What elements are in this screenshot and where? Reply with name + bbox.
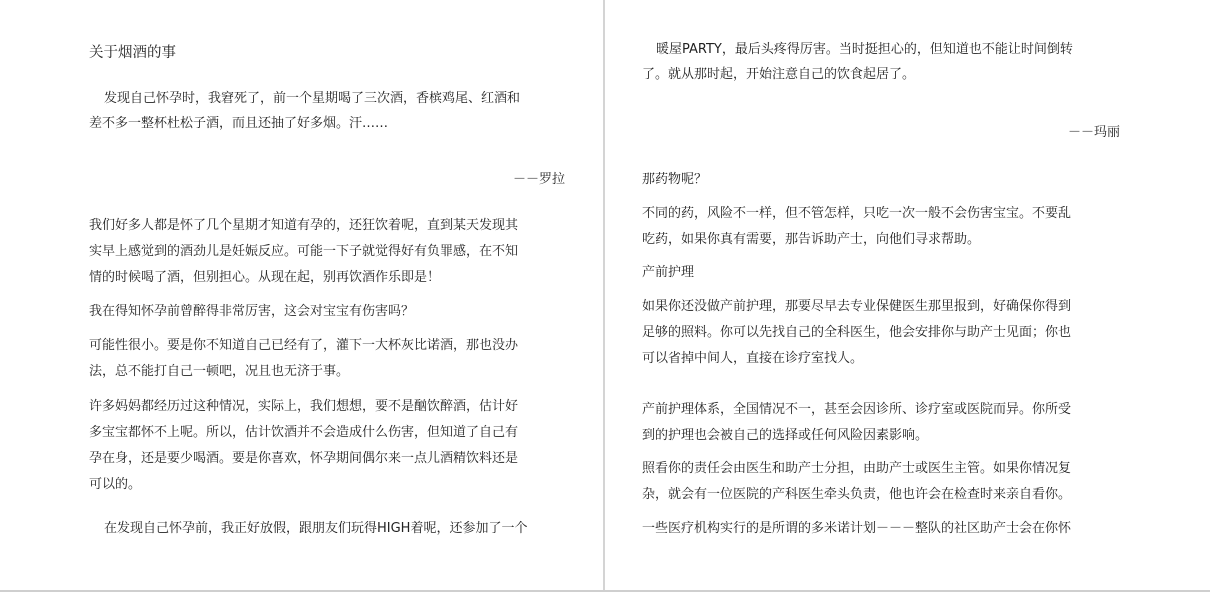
paragraph-line: 可以的。 (89, 477, 142, 492)
quote-line: 发现自己怀孕时，我窘死了，前一个星期喝了三次酒，香槟鸡尾、红酒和 (104, 91, 521, 106)
paragraph-line: 孕在身，还是要少喝酒。要是你喜欢，怀孕期间偶尔来一点儿酒精饮料还是 (89, 451, 519, 466)
quote-line: 在发现自己怀孕前，我正好放假，跟朋友们玩得HIGH着呢，还参加了一个 (104, 521, 528, 536)
section-heading: 产前护理 (642, 265, 695, 280)
paragraph-line: 杂，就会有一位医院的产科医生牵头负责，他也许会在检查时来亲自看你。 (642, 487, 1072, 502)
quote-signature: －－罗拉 (512, 172, 565, 187)
left-page (0, 0, 603, 592)
question-heading: 那药物呢？ (642, 172, 708, 187)
right-page (605, 0, 1210, 592)
paragraph-line: 如果你还没做产前护理，那要尽早去专业保健医生那里报到，好确保你得到 (642, 299, 1072, 314)
quote-signature: －－玛丽 (1067, 125, 1120, 140)
paragraph-line: 产前护理体系，全国情况不一，甚至会因诊所、诊疗室或医院而异。你所受 (642, 402, 1072, 417)
paragraph-line: 一些医疗机构实行的是所谓的多米诺计划－－－整队的社区助产士会在你怀 (642, 521, 1072, 536)
paragraph-line: 吃药，如果你真有需要，那告诉助产士，向他们寻求帮助。 (642, 232, 981, 247)
question-heading: 我在得知怀孕前曾醉得非常厉害，这会对宝宝有伤害吗？ (89, 304, 415, 319)
quote-line: 了。就从那时起，开始注意自己的饮食起居了。 (642, 67, 916, 82)
paragraph-line: 多宝宝都怀不上呢。所以，估计饮酒并不会造成什么伤害，但知道了自己有 (89, 425, 519, 440)
paragraph-line: 不同的药，风险不一样，但不管怎样，只吃一次一般不会伤害宝宝。不要乱 (642, 206, 1072, 221)
quote-line: 暖屋PARTY，最后头疼得厉害。当时挺担心的，但知道也不能让时间倒转 (656, 42, 1073, 57)
paragraph-line: 足够的照料。你可以先找自己的全科医生，他会安排你与助产士见面；你也 (642, 325, 1072, 340)
paragraph-line: 到的护理也会被自己的选择或任何风险因素影响。 (642, 428, 929, 443)
paragraph-line: 我们好多人都是怀了几个星期才知道有孕的，还狂饮着呢，直到某天发现其 (89, 218, 519, 233)
quote-line: 差不多一整杯杜松子酒，而且还抽了好多烟。汗…… (89, 116, 389, 131)
paragraph-line: 可以省掉中间人，直接在诊疗室找人。 (642, 351, 864, 366)
paragraph-line: 实早上感觉到的酒劲儿是妊娠反应。可能一下子就觉得好有负罪感，在不知 (89, 244, 519, 259)
page-title: 关于烟酒的事 (89, 45, 176, 61)
paragraph-line: 许多妈妈都经历过这种情况，实际上，我们想想，要不是酗饮醉酒，估计好 (89, 399, 519, 414)
paragraph-line: 可能性很小。要是你不知道自己已经有了，灌下一大杯灰比诺酒，那也没办 (89, 338, 519, 353)
paragraph-line: 情的时候喝了酒，但别担心。从现在起，别再饮酒作乐即是！ (89, 270, 441, 285)
paragraph-line: 照看你的责任会由医生和助产士分担，由助产士或医生主管。如果你情况复 (642, 461, 1072, 476)
paragraph-line: 法，总不能打自己一顿吧，况且也无济于事。 (89, 364, 350, 379)
